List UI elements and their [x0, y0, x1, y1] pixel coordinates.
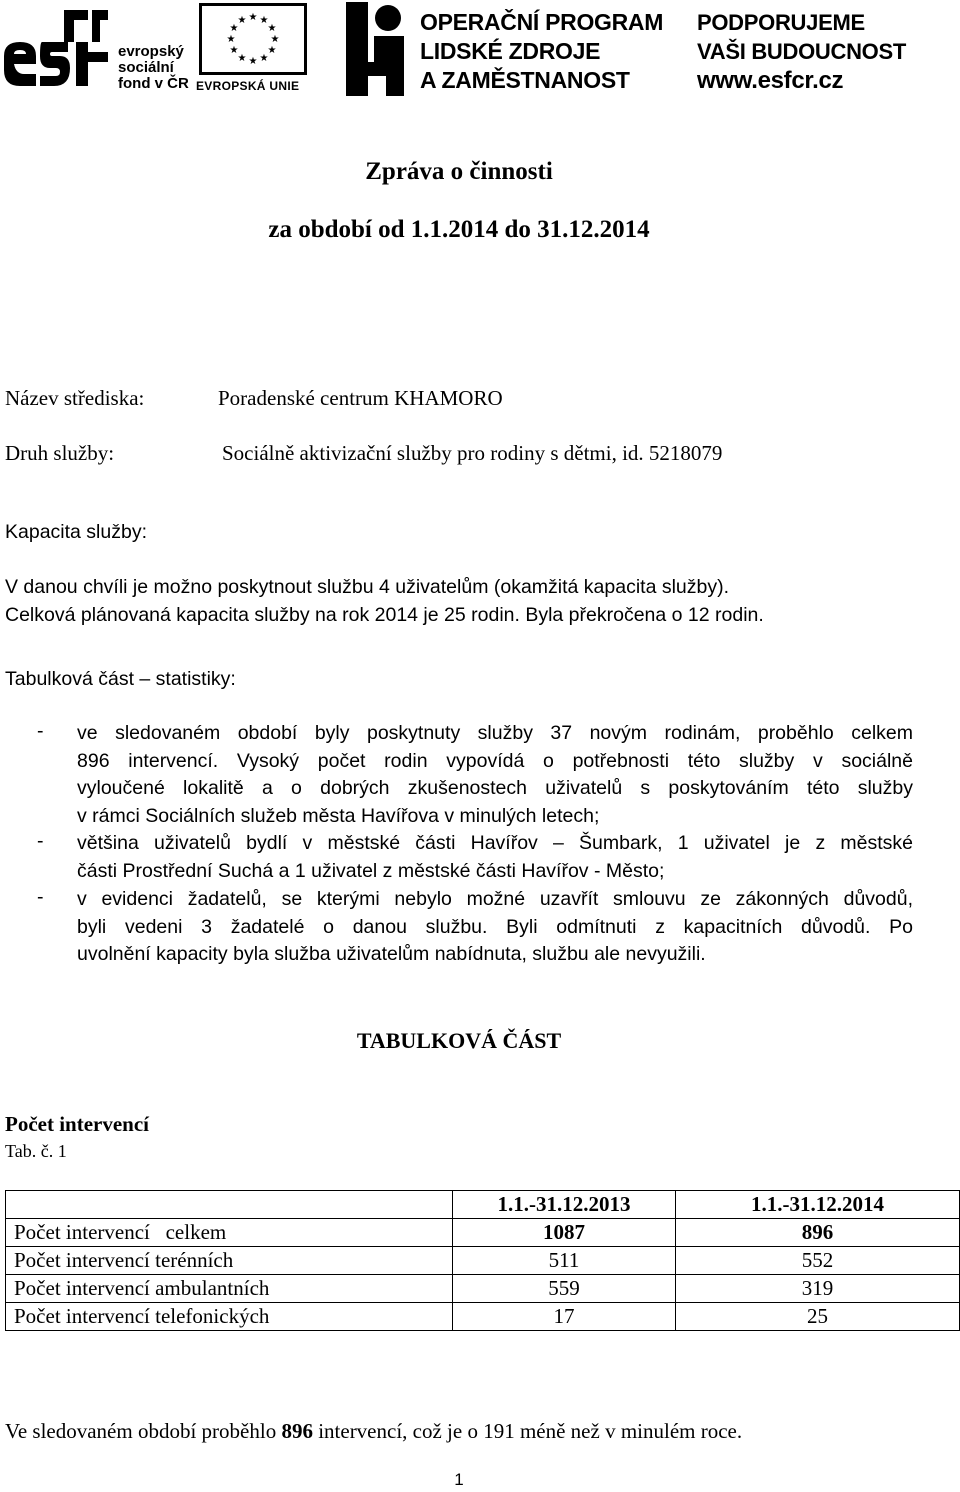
svg-text:★: ★	[267, 23, 277, 34]
table-caption: Tab. č. 1	[5, 1141, 67, 1161]
op-program-text: OPERAČNÍ PROGRAM LIDSKÉ ZDROJE A ZAMĚSTNANOST	[420, 9, 664, 93]
table-row	[6, 1247, 960, 1275]
table-header-cell: 1.1.-31.12.2013	[453, 1191, 676, 1219]
table-cell: 559	[453, 1275, 676, 1303]
interventions-subheading: Počet intervencí	[5, 1112, 150, 1136]
table-row	[6, 1303, 960, 1331]
table-header-cell	[6, 1191, 453, 1219]
table-cell: 552	[676, 1247, 960, 1275]
svg-text:★: ★	[259, 15, 269, 26]
center-value: Poradenské centrum KHAMORO	[218, 386, 503, 410]
table-section-heading: TABULKOVÁ ČÁST	[356, 1028, 562, 1053]
table-header-row	[6, 1191, 960, 1219]
table-cell: Počet intervencí celkem	[6, 1219, 453, 1247]
esf-logo-text: evropský sociální fond v ČR	[118, 43, 189, 92]
svg-text:★: ★	[248, 12, 258, 23]
svg-text:★: ★	[259, 53, 269, 64]
svg-text:★: ★	[229, 45, 239, 56]
summary-sentence: Ve sledovaném období proběhlo 896 intervencí, což je o 191 méně než v minulém roce.	[5, 1419, 743, 1443]
op-program-logo-icon	[346, 2, 408, 96]
svg-text:★: ★	[248, 56, 258, 67]
table-cell: 1087	[453, 1219, 676, 1247]
capacity-line-2: Celková plánovaná kapacita služby na rok 2014 je 25 rodin. Byla překročena o 12 rodin.	[5, 604, 764, 626]
eu-stars-icon	[202, 6, 304, 72]
table-cell: Počet intervencí terénních	[6, 1247, 453, 1275]
capacity-line-1: V danou chvíli je možno poskytnout službu 4 uživatelům (okamžitá kapacita služby).	[5, 576, 730, 598]
table-cell: 896	[676, 1219, 960, 1247]
eu-flag-icon	[199, 3, 307, 75]
bullet-paragraph-3: v evidenci žadatelů, se kterými nebylo možné uzavřít smlouvu ze zákonných důvodů, byli vedeni 3 žadatelé o danou službu. Byli odmítnuti z kapacitních důvodů. Po uvolnění kapacity byla služba uživatelům nabídnuta, službu ale nevyužili.	[77, 888, 913, 965]
table-cell: Počet intervencí telefonických	[6, 1303, 453, 1331]
service-value: Sociálně aktivizační služby pro rodiny s dětmi, id. 5218079	[222, 441, 723, 465]
svg-text:★: ★	[267, 45, 277, 56]
interventions-table	[5, 1190, 960, 1331]
svg-text:★: ★	[237, 15, 247, 26]
bullet-paragraph-2: většina uživatelů bydlí v městské části Havířov – Šumbark, 1 uživatel je z městské části Prostřední Suchá a 1 uživatel z městské části Havířov - Město;	[77, 832, 913, 882]
esf-logo-icon	[4, 6, 112, 94]
report-period: za období od 1.1.2014 do 31.12.2014	[268, 216, 650, 243]
page-number: 1	[454, 1470, 464, 1489]
bullet-dash-2: -	[37, 830, 44, 852]
table-row	[6, 1219, 960, 1247]
svg-text:★: ★	[270, 34, 280, 45]
eu-label: EVROPSKÁ UNIE	[196, 79, 300, 93]
header-logo-bar	[0, 0, 960, 100]
capacity-heading: Kapacita služby:	[5, 521, 147, 543]
bullet-dash-3: -	[37, 886, 44, 908]
center-label: Název střediska:	[5, 386, 145, 410]
statistics-heading: Tabulková část – statistiky:	[5, 668, 236, 690]
report-title: Zpráva o činnosti	[365, 158, 553, 185]
svg-text:★: ★	[226, 34, 236, 45]
table-row	[6, 1275, 960, 1303]
esf-url-link[interactable]: www.esfcr.cz	[697, 67, 844, 94]
table-cell: 319	[676, 1275, 960, 1303]
svg-text:★: ★	[229, 23, 239, 34]
support-text: PODPORUJEME VAŠI BUDOUCNOST www.esfcr.cz	[697, 10, 906, 94]
service-label: Druh služby:	[5, 441, 115, 465]
bullet-paragraph-1: ve sledovaném období byly poskytnuty služby 37 novým rodinám, proběhlo celkem 896 intervencí. Vysoký počet rodin vypovídá o potřebnosti této služby v sociálně vyloučené lokalitě a o dobrých zkušenostech uživatelů s poskytováním této služby v rámci Sociálních služeb města Havířova v minulých letech;	[77, 722, 913, 827]
table-cell: 511	[453, 1247, 676, 1275]
table-cell: Počet intervencí ambulantních	[6, 1275, 453, 1303]
table-header-cell: 1.1.-31.12.2014	[676, 1191, 960, 1219]
bullet-dash-1: -	[37, 720, 44, 742]
table-cell: 25	[676, 1303, 960, 1331]
table-cell: 17	[453, 1303, 676, 1331]
svg-text:★: ★	[237, 53, 247, 64]
